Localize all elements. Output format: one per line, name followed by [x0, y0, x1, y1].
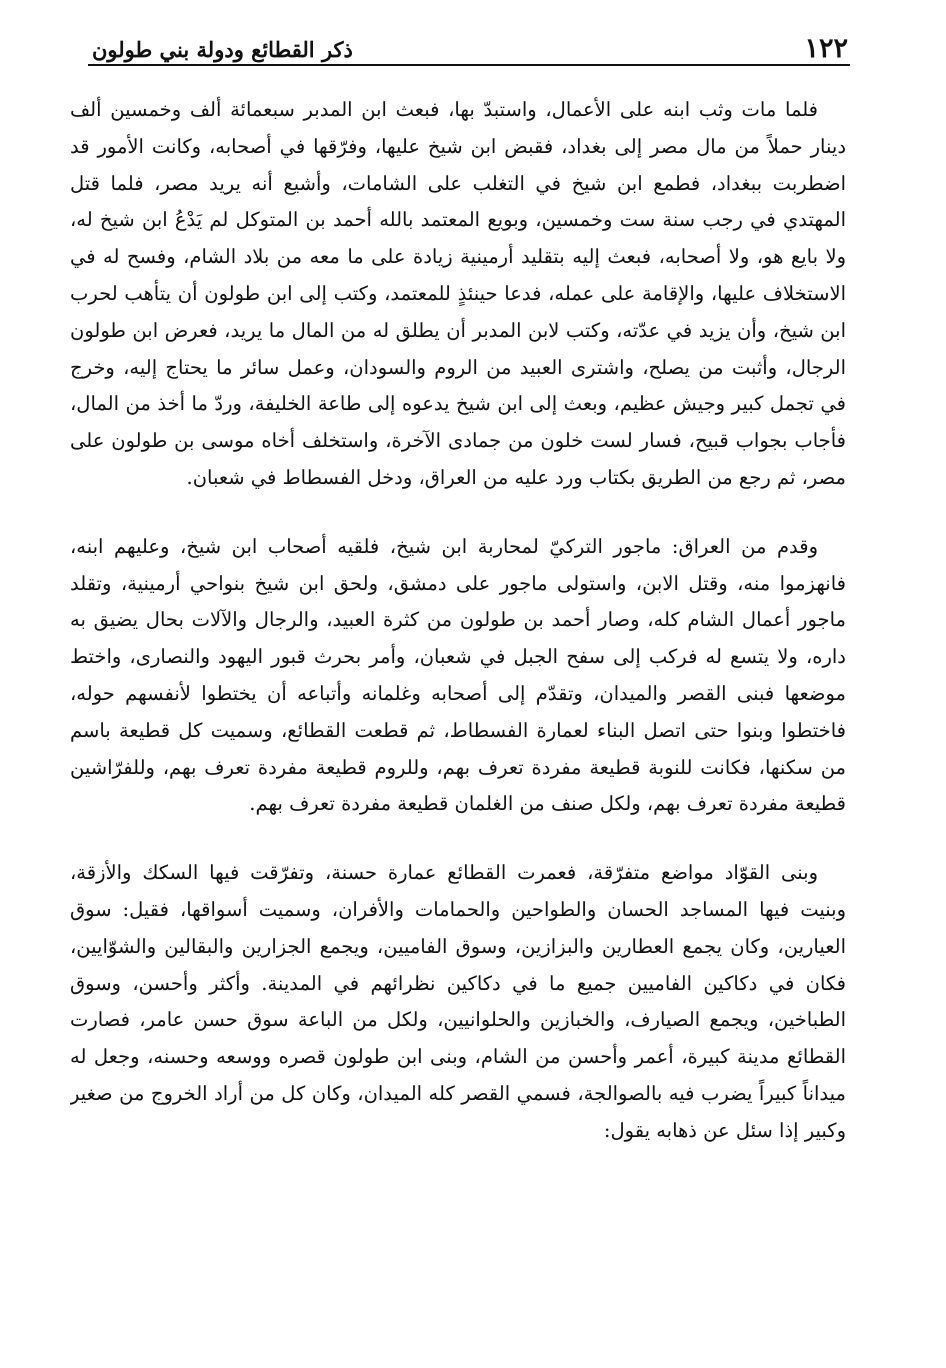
paragraph: فلما مات وثب ابنه على الأعمال، واستبدّ بها، فبعث ابن المدبر سبعمائة ألف وخمسين ألف دينار حملاً من مال مصر إلى بغداد، فقبض ابن شيخ عليها، وفرّقها في أصحابه، وكانت الأمور قد اضطربت ببغداد، فطمع ابن شيخ في التغلب على الشامات، وأشيع أنه يريد مصر، فلما قتل المهتدي في رجب سنة ست وخمسين، وبويع المعتمد بالله أحمد بن المتوكل لم يَدْعُ ابن شيخ له، ولا بايع هو، ولا أصحابه، فبعث إليه بتقليد أرمينية زيادة على ما معه من بلاد الشام، وفسح له في الاستخلاف عليها، والإقامة على عمله، فدعا حينئذٍ للمعتمد، وكتب إلى ابن طولون أن يتأهب لحرب ابن شيخ، وأن يزيد في عدّته، وكتب لابن المدبر أن يطلق له من المال ما يريد، فعرض ابن طولون الرجال، وأثبت من يصلح، واشترى العبيد من الروم والسودان، وعمل سائر ما يحتاج إليه، وخرج في تجمل كبير وجيش عظيم، وبعث إلى ابن شيخ يدعوه إلى طاعة الخليفة، وردّ ما أخذ من المال، فأجاب بجواب قبيح، فسار لست خلون من جمادى الآخرة، واستخلف أخاه موسى بن طولون على مصر، ثم رجع من الطريق بكتاب ورد عليه من العراق، ودخل الفسطاط في شعبان. — [70, 98, 846, 489]
page-number: ١٢٢ — [804, 33, 848, 64]
paragraph: وقدم من العراق: ماجور التركيّ لمحاربة ابن شيخ، فلقيه أصحاب ابن شيخ، وعليهم ابنه، فانهزموا منه، وقتل الابن، واستولى ماجور على دمشق، ولحق ابن شيخ بنواحي أرمينية، وتقلد ماجور أعمال الشام كله، وصار أحمد بن طولون من كثرة العبيد، والرجال والآلات بحال يضيق به داره، ولا يتسع له فركب إلى سفح الجبل في شعبان، وأمر بحرث قبور اليهود والنصارى، واختط موضعها فبنى القصر والميدان، وتقدّم إلى أصحابه وغلمانه وأتباعه أن يختطوا لأنفسهم حوله، فاختطوا وبنوا حتى اتصل البناء لعمارة الفسطاط، ثم قطعت القطائع، وسميت كل قطيعة باسم من سكنها، فكانت للنوبة قطيعة مفردة تعرف بهم، وللروم قطيعة مفردة تعرف بهم، وللفرّاشين قطيعة مفردة تعرف بهم، ولكل صنف من الغلمان قطيعة مفردة تعرف بهم. — [70, 534, 846, 816]
body-text — [70, 92, 846, 1342]
running-head — [92, 24, 848, 64]
chapter-title: ذكر القطائع ودولة بني طولون — [92, 37, 353, 62]
header-rule — [88, 64, 850, 66]
paragraph: وبنى القوّاد مواضع متفرّقة، فعمرت القطائع عمارة حسنة، وتفرّقت فيها السكك والأزقة، وبنيت فيها المساجد الحسان والطواحين والحمامات والأفران، وسميت أسواقها، فقيل: سوق العيارين، وكان يجمع العطارين والبزازين، وسوق الفاميين، ويجمع الجزارين والبقالين والشوّايين، فكان في دكاكين الفاميين جميع ما في دكاكين نظرائهم في المدينة. وأكثر وأحسن، وسوق الطباخين، ويجمع الصيارف، والخبازين والحلوانيين، ولكل من الباعة سوق حسن عامر، فصارت القطائع مدينة كبيرة، أعمر وأحسن من الشام، وبنى ابن طولون قصره ووسعه وحسنه، وجعل له ميداناً كبيراً يضرب فيه بالصوالجة، فسمي القصر كله الميدان، وكان كل من أراد الخروج من صغير وكبير إذا سئل عن ذهابه يقول: — [70, 861, 846, 1142]
